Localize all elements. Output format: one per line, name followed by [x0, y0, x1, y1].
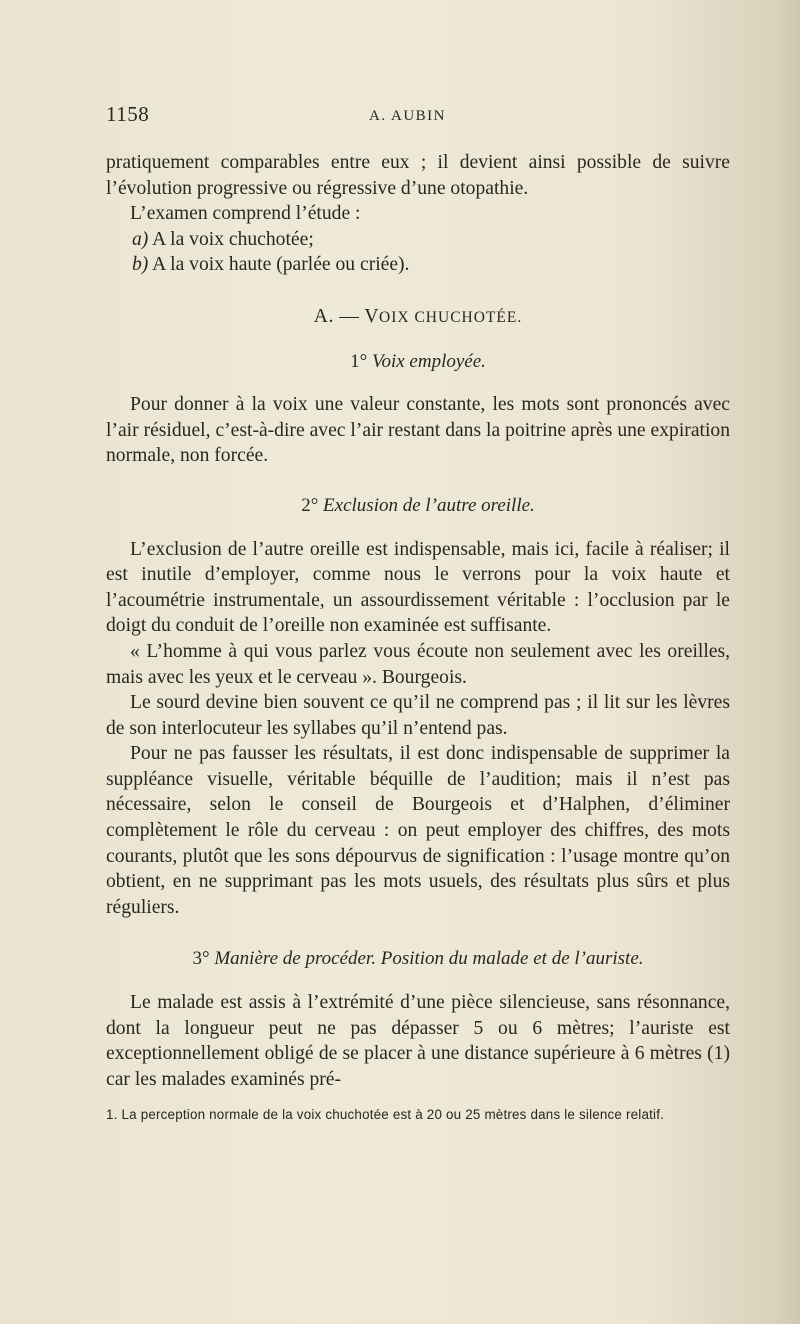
- exam-intro-line: L’examen comprend l’étude :: [130, 203, 361, 225]
- list-marker-b: b): [132, 254, 149, 276]
- section-heading-title: OIX CHUCHOTÉE.: [379, 308, 523, 326]
- list-item-a: [106, 227, 730, 253]
- subheading-1-number: 1°: [350, 350, 368, 372]
- subheading-3-title: Manière de procéder. Position du malade et de l’auriste.: [214, 948, 644, 970]
- list-text-b: A la voix haute (parlée ou criée).: [152, 254, 410, 276]
- paragraph-quote-bourgeois: « L’homme à qui vous parlez vous écoute non seulement avec les oreilles, mais avec les yeux et le cerveau ». Bourgeois.: [106, 640, 730, 688]
- subheading-3-number: 3°: [192, 948, 210, 970]
- intro-paragraph: pratiquement comparables entre eux ; il devient ainsi possible de suivre l’évolution progressive ou régressive d’une otopathie.: [106, 152, 730, 199]
- subheading-1-title: Voix employée.: [371, 350, 486, 372]
- subheading-2-title: Exclusion de l’autre oreille.: [323, 494, 535, 516]
- footnote-spacer: [106, 1092, 730, 1106]
- subheading-maniere: [106, 946, 730, 972]
- running-title: A. AUBIN: [369, 108, 447, 124]
- footnote: 1. La perception normale de la voix chuchotée est à 20 ou 25 mètres dans le silence relatif.: [106, 1107, 665, 1123]
- subheading-exclusion: [106, 493, 730, 519]
- running-head: [106, 98, 730, 138]
- list-text-a: A la voix chuchotée;: [152, 228, 314, 250]
- subheading-2-number: 2°: [301, 494, 319, 516]
- paragraph-maniere: Le malade est assis à l’extrémité d’une pièce silencieuse, sans résonnance, dont la longueur peut ne pas dépasser 5 ou 6 mètres; l’auriste est exceptionnellement obligé de se placer à une distance supérieure à 6 mètres (1) car les malades examinés pré-: [106, 992, 730, 1090]
- paragraph-exclusion: L’exclusion de l’autre oreille est indispensable, mais ici, facile à réaliser; il est inutile d’employer, comme nous le verrons pour la voix haute et l’acoumétrie instrumentale, un assourdissement véritable : l’occlusion par le doigt du conduit de l’oreille non examinée est suffisante.: [106, 538, 730, 637]
- page-body: [106, 150, 730, 1123]
- paragraph-sourd: Le sourd devine bien souvent ce qu’il ne comprend pas ; il lit sur les lèvres de son interlocuteur les syllabes qu’il n’entend pas.: [106, 692, 730, 739]
- section-heading-voix-chuchotee: [106, 304, 730, 331]
- section-heading-prefix: A. — V: [313, 305, 380, 327]
- page-number: 1158: [106, 102, 150, 126]
- subheading-voix-employee: [106, 349, 730, 375]
- list-item-b: [106, 252, 730, 278]
- paragraph-suppleance: Pour ne pas fausser les résultats, il est donc indispensable de supprimer la suppléance visuelle, véritable béquille de l’audition; mais il n’est pas nécessaire, selon le conseil de Bourgeois et d’Halphen, d’éliminer complètement le rôle du cerveau : on peut employer des chiffres, des mots courants, plutôt que les sons dépourvus de signification : l’usage montre qu’on obtient, en ne supprimant pas les mots usuels, des résultats plus sûrs et plus réguliers.: [106, 743, 730, 918]
- list-marker-a: a): [132, 228, 149, 250]
- paragraph-voix-employee: Pour donner à la voix une valeur constante, les mots sont prononcés avec l’air résiduel, c’est-à-dire avec l’air restant dans la poitrine après une expiration normale, non forcée.: [106, 394, 730, 467]
